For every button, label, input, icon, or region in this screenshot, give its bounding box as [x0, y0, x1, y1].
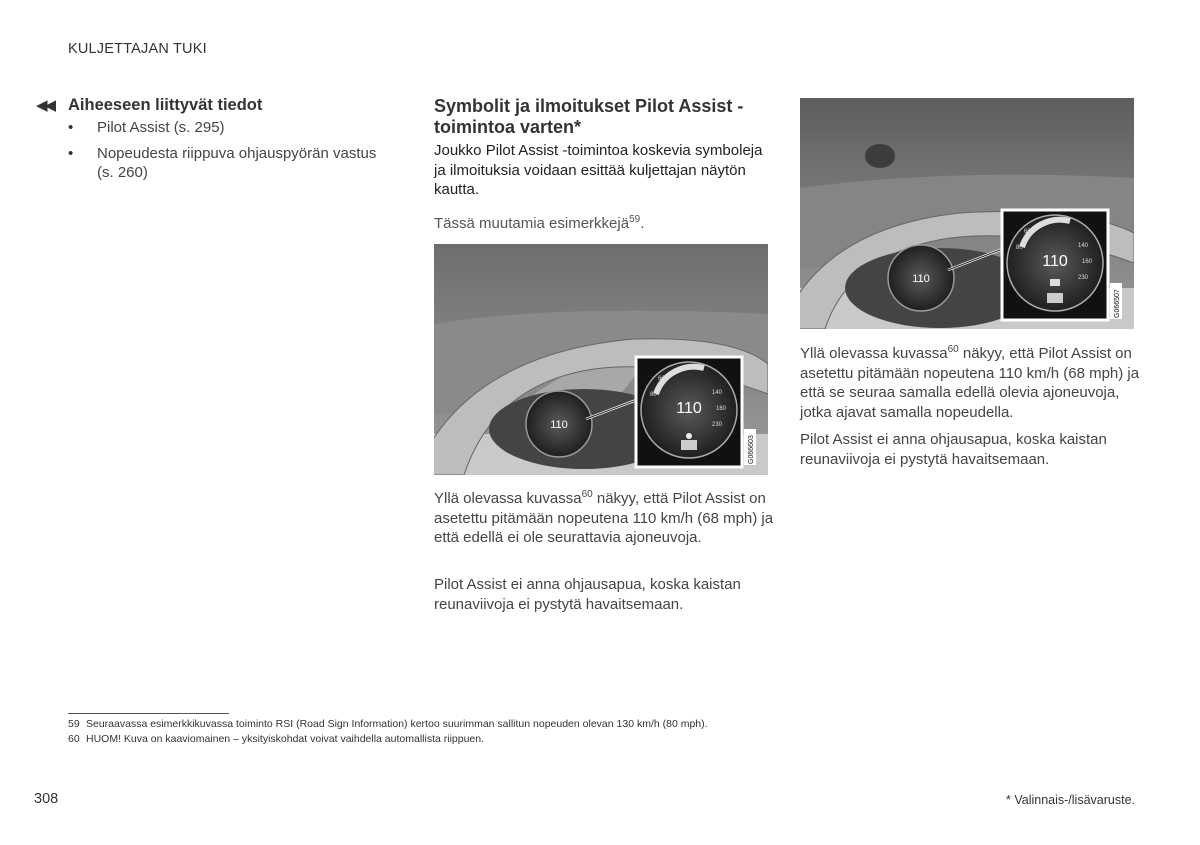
footnote-divider: [68, 713, 229, 714]
figure1-note: Pilot Assist ei anna ohjausapua, koska kaistan reunaviivoja ei pystytä havaitsemaan.: [434, 576, 741, 613]
small-speed-readout: 110: [912, 273, 930, 285]
related-link-steering-resistance[interactable]: • Nopeudesta riippuva ohjauspyörän vastus (s. 260): [68, 144, 388, 183]
footnote-ref-60[interactable]: 60: [947, 344, 959, 355]
figure-cockpit-no-vehicle: [434, 244, 768, 475]
tick-label: 160: [1082, 259, 1093, 265]
large-speed-readout: 110: [676, 400, 702, 417]
related-info-title: Aiheeseen liittyvät tiedot: [68, 96, 263, 114]
page-number: 308: [34, 791, 59, 807]
figure-code: G066603: [748, 435, 755, 464]
tick-label: 60: [1024, 229, 1031, 235]
figure-code: G066507: [1114, 289, 1121, 318]
tick-label: 80: [650, 392, 657, 398]
tick-label: 140: [1078, 243, 1089, 249]
tick-label: 230: [1078, 275, 1089, 281]
footnote-59: 59 Seuraavassa esimerkkikuvassa toiminto RSI (Road Sign Information) kertoo suurimman sallitun nopeuden olevan 130 km/h (80 mph).: [68, 718, 708, 730]
tick-label: 60: [658, 376, 665, 382]
figure-cockpit-following-vehicle: [800, 98, 1134, 329]
optional-equipment-note: * Valinnais-/lisävaruste.: [1006, 793, 1135, 807]
related-link-pilot-assist[interactable]: • Pilot Assist (s. 295): [68, 118, 388, 138]
figure2-note: Pilot Assist ei anna ohjausapua, koska kaistan reunaviivoja ei pystytä havaitsemaan.: [800, 431, 1107, 468]
tick-label: 80: [1016, 245, 1023, 251]
section-header: KULJETTAJAN TUKI: [68, 41, 207, 57]
footnote-ref-59[interactable]: 59: [629, 214, 641, 225]
examples-paragraph: Tässä muutamia esimerkkejä$^{59}$.: [434, 214, 645, 232]
large-speed-readout: 110: [1042, 253, 1068, 270]
tick-label: 140: [712, 390, 723, 396]
tick-label: 160: [716, 406, 727, 412]
figure2-caption: Yllä olevassa kuvassa$^{60}$ näkyy, että Pilot Assist on asetettu pitämään nopeutena 110 km/h (68 mph) ja että se seuraa samalla edellä olevia ajoneuvoja, jotka ajavat samalla nopeudella.: [800, 344, 1140, 421]
figure1-caption: Yllä olevassa kuvassa$^{60}$ näkyy, että Pilot Assist on asetettu pitämään nopeutena 110 km/h (68 mph) ja että edellä ei ole seurattavia ajoneuvoja.: [434, 489, 774, 546]
small-speed-readout: 110: [550, 419, 568, 431]
tick-label: 230: [712, 422, 723, 428]
footnote-ref-60[interactable]: 60: [581, 489, 593, 500]
related-list: [68, 118, 388, 189]
intro-paragraph: Joukko Pilot Assist -toimintoa koskevia symboleja ja ilmoituksia voidaan esittää kuljettajan näytön kautta.: [434, 142, 763, 198]
footnote-60: 60 HUOM! Kuva on kaaviomainen – yksityiskohdat voivat vaihdella automallista riippuen.: [68, 733, 485, 745]
back-arrows-icon[interactable]: ◀◀: [36, 97, 54, 114]
section-title: Symbolit ja ilmoitukset Pilot Assist -toimintoa varten*: [434, 96, 744, 137]
